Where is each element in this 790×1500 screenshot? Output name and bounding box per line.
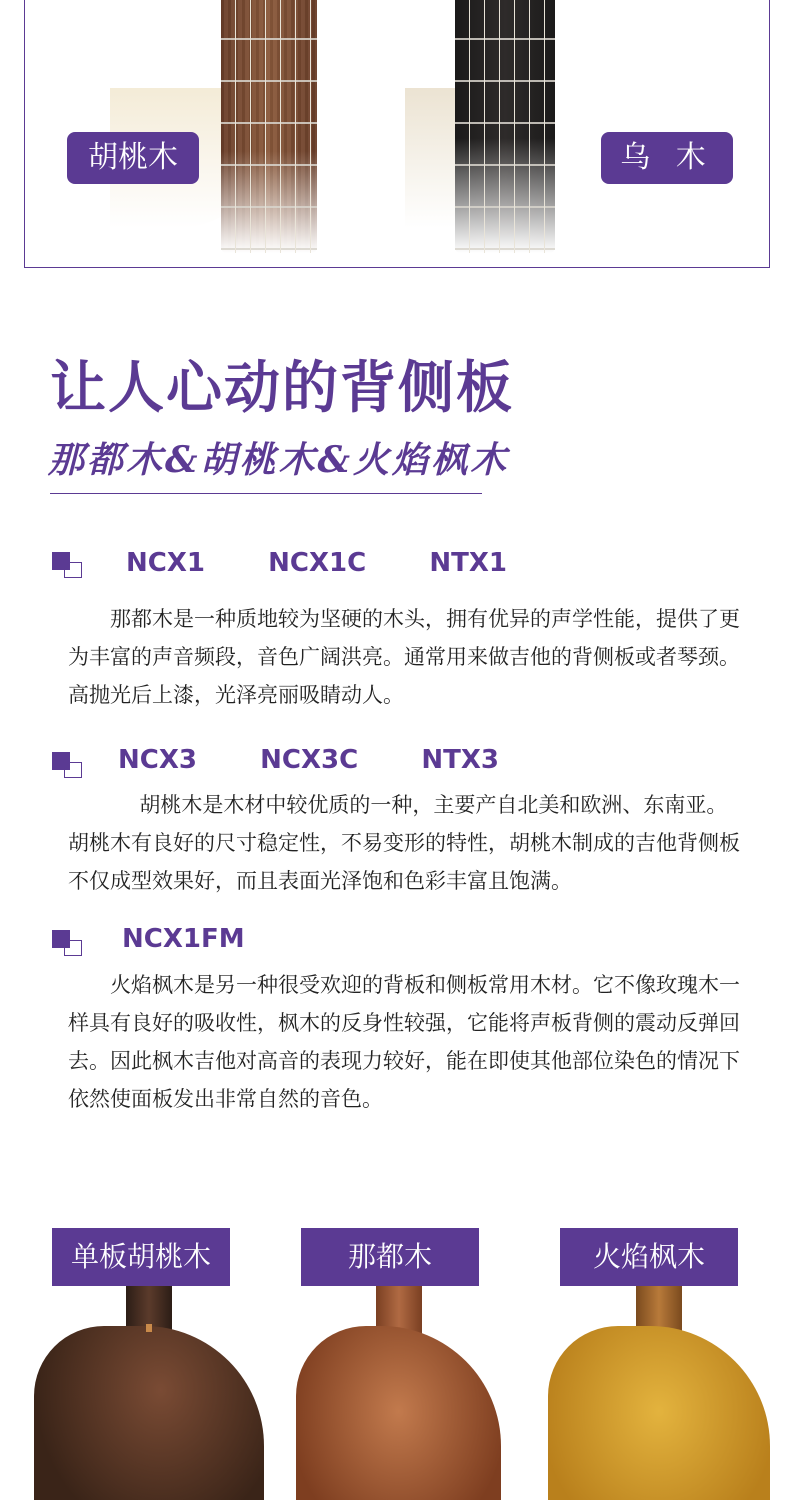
section-square-icon [52,930,82,956]
flame-maple-guitar-back-image [548,1286,770,1500]
wood-label-flame-maple: 火焰枫木 [560,1228,738,1286]
wood-label-solid-walnut: 单板胡桃木 [52,1228,230,1286]
section-text-flame-maple: 火焰枫木是另一种很受欢迎的背板和侧板常用木材。它不像玫瑰木一样具有良好的吸收性，枫木的反身性较强，它能将声板背侧的震动反弹回去。因此枫木吉他对高音的表现力较好，能在即使其他部位染色的情况下依然使面板发出非常自然的音色。 [68,973,740,1111]
section-text-nato: 那都木是一种质地较为坚硬的木头，拥有优异的声学性能，提供了更为丰富的声音频段，音色广阔洪亮。通常用来做吉他的背侧板或者琴颈。高抛光后上漆，光泽亮丽吸睛动人。 [68,607,740,707]
walnut-fretboard-label: 胡桃木 [67,132,199,184]
section-square-icon [52,752,82,778]
ebony-fretboard-image [455,0,555,253]
page-subtitle: 那都木&胡桃木&火焰枫木 [48,439,510,481]
walnut-fretboard-image [221,0,317,253]
ebony-fretboard-label: 乌 木 [601,132,733,184]
title-divider [50,493,482,494]
section-square-icon [52,552,82,578]
section-models-ncx1: NCX1 NCX1C NTX1 [126,548,507,578]
walnut-guitar-back-image [34,1286,264,1500]
section-text-walnut: 胡桃木是木材中较优质的一种，主要产自北美和欧洲、东南亚。胡桃木有良好的尺寸稳定性，不易变形的特性，胡桃木制成的吉他背侧板不仅成型效果好，而且表面光泽饱和色彩丰富且饱满。 [68,793,740,893]
fretboard-comparison-panel [24,0,770,268]
page-title: 让人心动的背侧板 [50,356,514,421]
section-models-ncx3: NCX3 NCX3C NTX3 [118,745,499,775]
wood-label-nato: 那都木 [301,1228,479,1286]
nato-guitar-back-image [296,1286,501,1500]
section-models-ncx1fm: NCX1FM [122,924,245,954]
